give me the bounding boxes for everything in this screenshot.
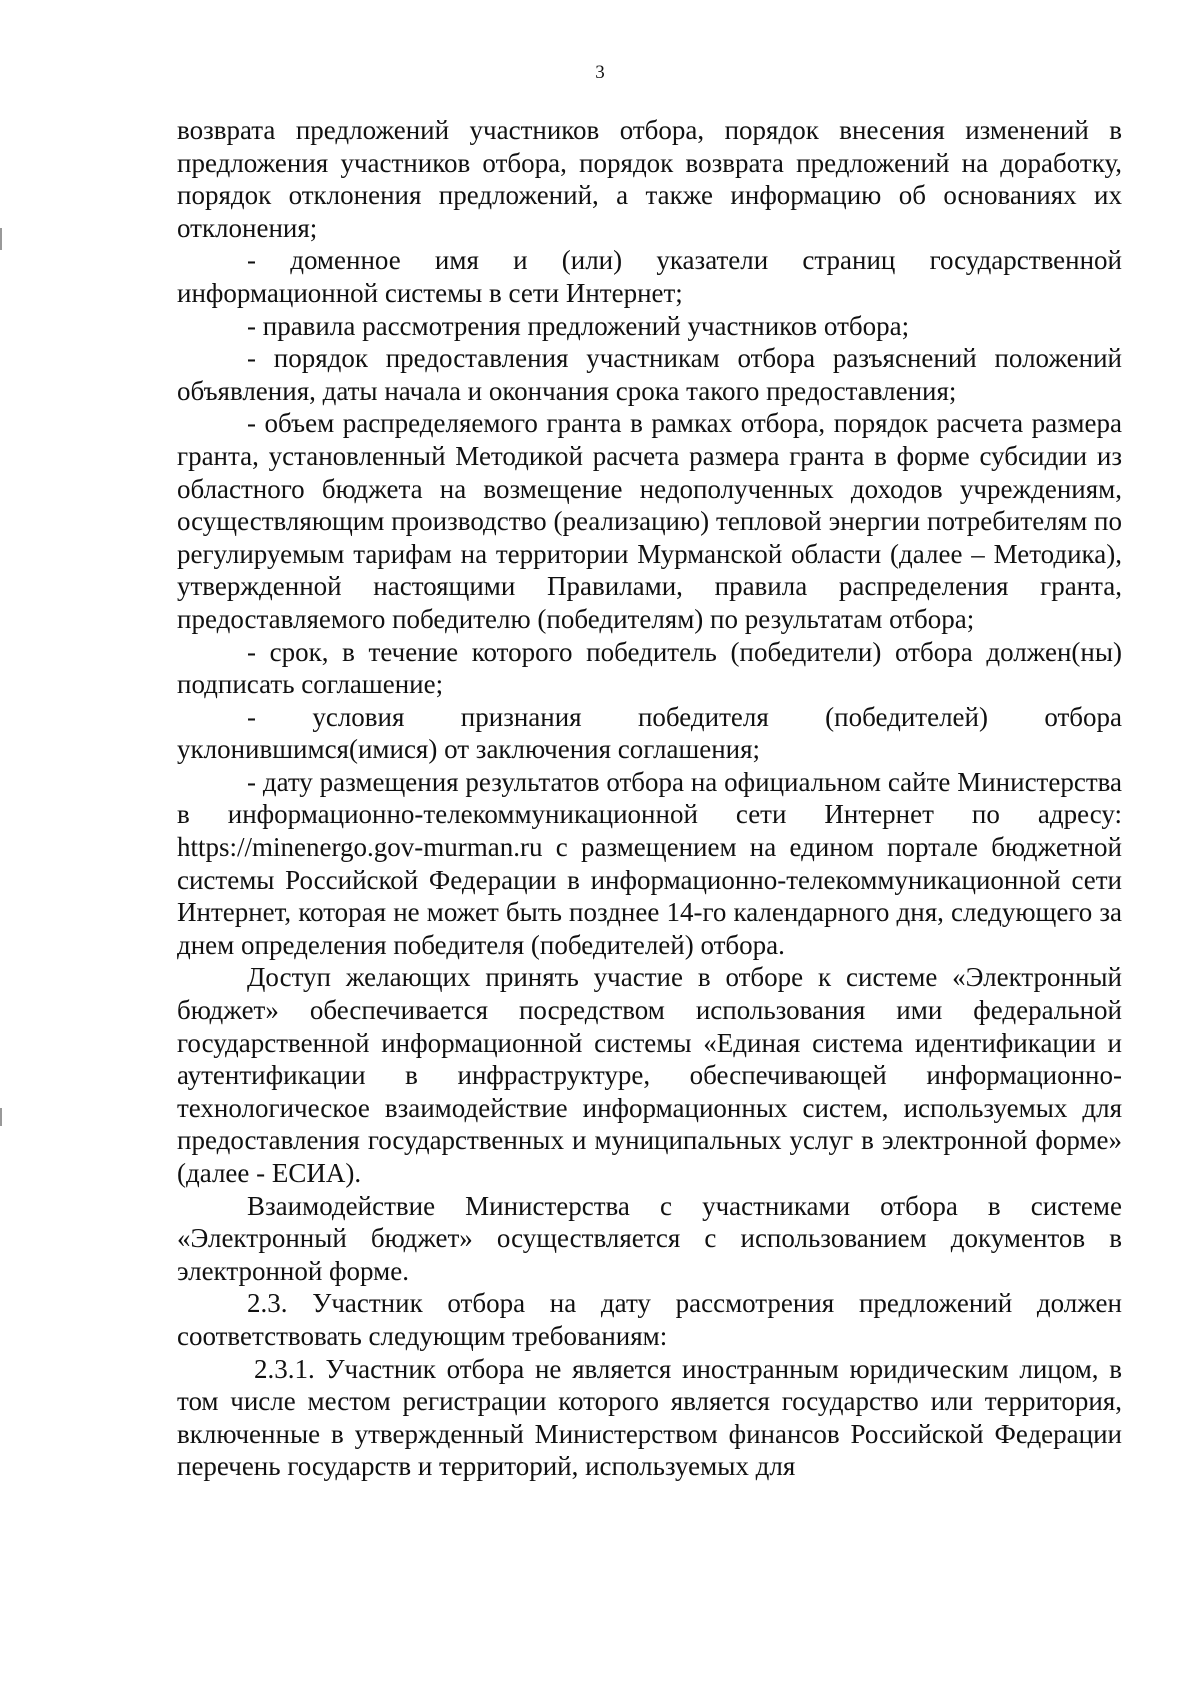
paragraph: Взаимодействие Министерства с участниками отбора в системе «Электронный бюджет» осуществляется с использованием документов в электронной форме. (177, 1190, 1122, 1286)
list-item: - порядок предоставления участникам отбора разъяснений положений объявления, даты начала и окончания срока такого предоставления; (177, 343, 1122, 406)
paragraph: возврата предложений участников отбора, порядок внесения изменений в предложения участников отбора, порядок возврата предложений на доработку, порядок отклонения предложений, а также информацию об основаниях их отклонения; (177, 115, 1122, 243)
page-number: 3 (595, 62, 605, 83)
list-item: - доменное имя и (или) указатели страниц государственной информационной системы в сети Интернет; (177, 245, 1122, 308)
list-item: - условия признания победителя (победителей) отбора уклонившимся(имися) от заключения соглашения; (177, 701, 1122, 765)
scan-edge-mark (0, 1108, 2, 1126)
list-item: - дату размещения результатов отбора на официальном сайте Министерства в информационно-телекоммуникационной сети Интернет по адресу: https://minenergo.gov-murman.ru с размещением на едином портале бюджетной системы Российской Федерации в информационно-телекоммуникационной сети Интернет, которая не может быть позднее 14-го календарного дня, следующего за днем определения победителя (победителей) отбора. (177, 766, 1122, 960)
paragraph: 2.3.1. Участник отбора не является иностранным юридическим лицом, в том числе местом регистрации которого является государство или территория, включенные в утвержденный Министерством финансов Российской Федерации перечень государств и территорий, используемых для (177, 1353, 1122, 1482)
list-item: - срок, в течение которого победитель (победители) отбора должен(ны) подписать соглашение; (177, 636, 1122, 700)
scan-edge-mark (0, 228, 2, 250)
list-item: - объем распределяемого гранта в рамках отбора, порядок расчета размера гранта, установленный Методикой расчета размера гранта в форме субсидии из областного бюджета на возмещение недополученных доходов учреждениям, осуществляющим производство (реализацию) тепловой энергии потребителям по регулируемым тарифам на территории Мурманской области (далее – Методика), утвержденной настоящими Правилами, правила распределения гранта, предоставляемого победителю (победителям) по результатам отбора; (177, 408, 1122, 634)
paragraph: Доступ желающих принять участие в отборе к системе «Электронный бюджет» обеспечивается посредством использования ими федеральной государственной информационной системы «Единая система идентификации и аутентификации в инфраструктуре, обеспечивающей информационно-технологическое взаимодействие информационных систем, используемых для предоставления государственных и муниципальных услуг в электронной форме» (далее - ЕСИА). (177, 962, 1122, 1188)
document-body (177, 114, 1122, 1483)
list-item: - правила рассмотрения предложений участников отбора; (247, 310, 910, 341)
paragraph: 2.3. Участник отбора на дату рассмотрения предложений должен соответствовать следующим требованиям: (177, 1288, 1122, 1351)
